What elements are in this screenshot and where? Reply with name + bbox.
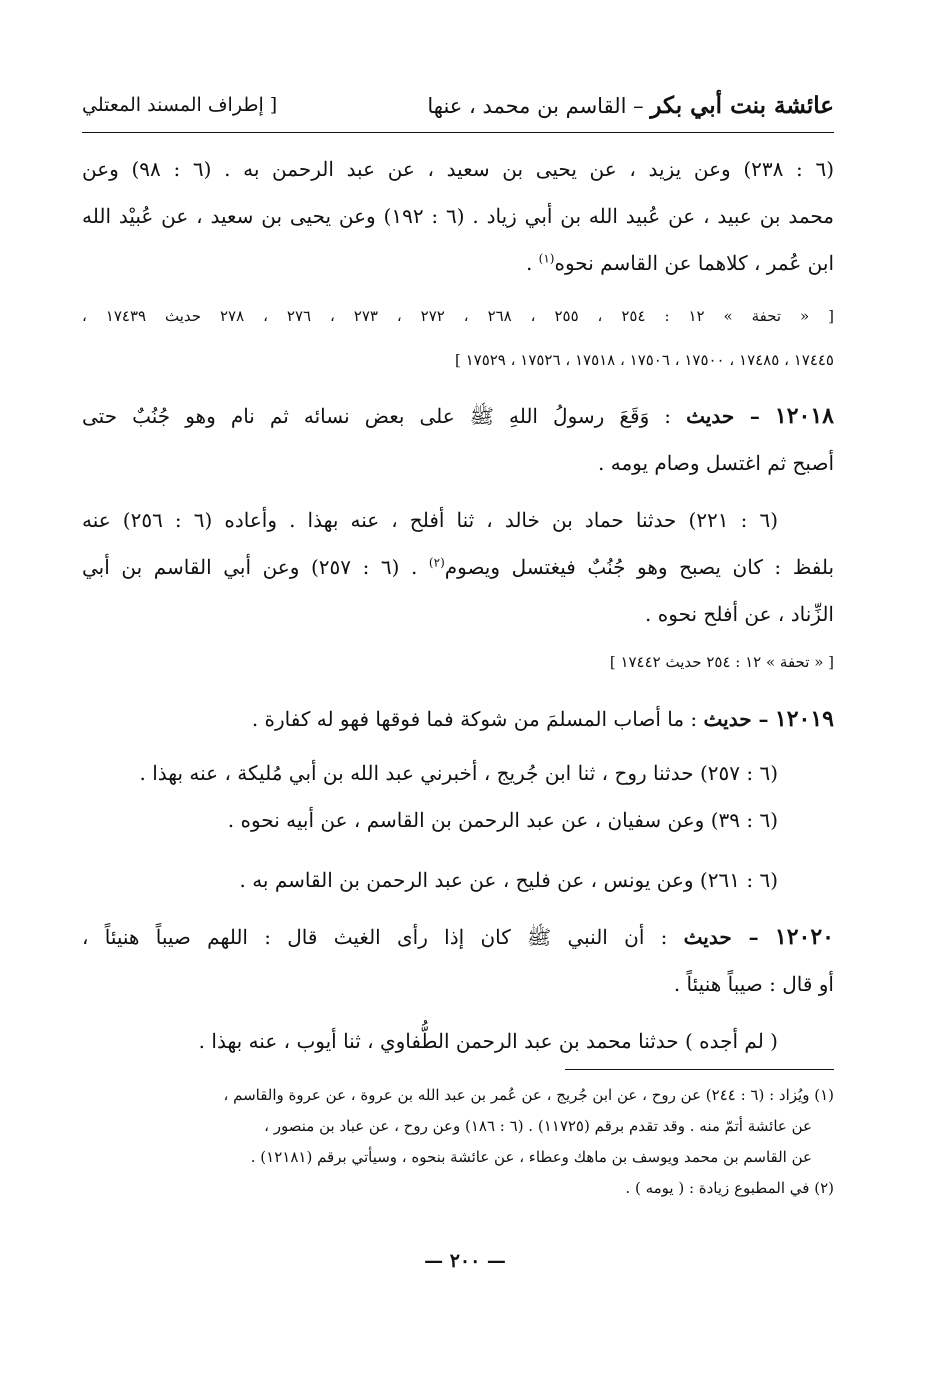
isnad-paragraph [82,497,834,638]
footnote-line: عن القاسم بن محمد ويوسف بن ماهك وعطاء ، عن عائشة بنحوه ، وسيأتي برقم (١٢١٨١) . [250,1148,812,1166]
header-book-title: [ إطراف المسند المعتلي [82,94,278,116]
hadith-text: : أن النبي ﷺ كان إذا رأى الغيث قال : اللهم صيباً هنيئاً ، [82,925,684,949]
text-line [82,240,834,287]
hadith-number: ١٢٠٢٠ [774,924,834,950]
hadith-line [82,696,834,743]
page-number: — ٢٠٠ — [424,1250,506,1272]
text-line: (٦ : ٢٦١) وعن يونس ، عن فليح ، عن عبد الرحمن بن القاسم به . [239,868,778,892]
text-line: محمد بن عبيد ، عن عُبيد الله بن أبي زياد . (٦ : ١٩٢) وعن يحيى بن سعيد ، عن عُبيْد الله [82,204,834,228]
hadith-12018 [82,393,834,487]
text-run: بلفظ : كان يصبح وهو جُنُبٌ فيغتسل ويصوم [444,555,834,579]
hadith-line: أو قال : صيباً هنيئاً . [673,972,834,996]
text-line [82,544,834,591]
hadith-label: – حديث [686,404,760,428]
text-run: . [525,251,539,275]
hadith-label: – حديث [703,707,769,731]
header-chapter [427,92,834,119]
hadith-text: : ما أصاب المسلمَ من شوكة فما فوقها فهو له كفارة . [251,707,704,731]
hadith-text: : وَقَعَ رسولُ اللهِ ﷺ على بعض نسائه ثم نام وهو جُنُبٌ حتى [82,404,687,428]
text-line: (٦ : ٢٢١) حدثنا حماد بن خالد ، ثنا أفلح ، عنه بهذا . وأعاده (٦ : ٢٥٦) عنه [82,508,779,532]
footnote-marker: (١) [538,251,555,266]
tuhfa-reference [82,640,834,684]
isnad-paragraph [82,857,834,904]
text-line: (٦ : ٢٣٨) وعن يزيد ، عن يحيى بن سعيد ، عن عبد الرحمن به . (٦ : ٩٨) وعن [82,157,834,181]
footnote-marker: (٢) [428,555,445,570]
hadith-number: ١٢٠١٨ [774,403,834,429]
hadith-number: ١٢٠١٩ [774,706,834,732]
text-line: (٦ : ٢٥٧) حدثنا روح ، ثنا ابن جُريج ، أخبرني عبد الله بن أبي مُليكة ، عنه بهذا . [139,761,778,785]
tuhfa-reference [82,294,834,382]
hadith-line [82,914,834,961]
hadith-12020 [82,914,834,1008]
header-title: عائشة بنت أبي بكر [650,92,834,119]
hadith-line [82,393,834,440]
reference-line: ١٧٤٤٥ ، ١٧٤٨٥ ، ١٧٥٠٠ ، ١٧٥٠٦ ، ١٧٥١٨ ، ١٧٥٢٦ ، ١٧٥٢٩ ] [454,351,834,369]
running-header [82,88,834,133]
hadith-line: أصبح ثم اغتسل وصام يومه . [598,451,834,475]
text-line: ( لم أجده ) حدثنا محمد بن عبد الرحمن الطُّفاوي ، ثنا أيوب ، عنه بهذا . [198,1029,778,1053]
footnote-line: عن عائشة أتمّ منه . وقد تقدم برقم (١١٧٢٥) . (٦ : ١٨٦) وعن روح ، عن عباد بن منصور ، [264,1117,812,1135]
footnote-line: (١) ويُزاد : (٦ : ٢٤٤) عن روح ، عن ابن جُريج ، عن عُمر بن عبد الله بن عروة ، عن عروة والقاسم ، [223,1086,834,1104]
text-run: ابن عُمر ، كلاهما عن القاسم نحوه [554,251,834,275]
footnote-line: (٢) في المطبوع زيادة : ( يومه ) . [625,1179,834,1197]
isnad-paragraph [82,1018,834,1065]
hadith-12019 [82,696,834,743]
text-run: . (٦ : ٢٥٧) وعن أبي القاسم بن أبي [82,555,429,579]
text-line: الزِّناد ، عن أفلح نحوه . [645,602,834,626]
paragraph-continuation [82,146,834,287]
reference-line: [ « تحفة » ١٢ : ٢٥٤ ، ٢٥٥ ، ٢٦٨ ، ٢٧٢ ، ٢٧٣ ، ٢٧٦ ، ٢٧٨ حديث ١٧٤٣٩ ، [82,307,834,325]
footnote-separator [565,1069,834,1070]
isnad-paragraph [82,750,834,844]
hadith-label: – حديث [683,925,759,949]
footnotes [82,1080,834,1204]
reference-line: [ « تحفة » ١٢ : ٢٥٤ حديث ١٧٤٤٢ ] [609,653,834,671]
text-line: (٦ : ٣٩) وعن سفيان ، عن عبد الرحمن بن القاسم ، عن أبيه نحوه . [227,808,778,832]
header-subtitle: – القاسم بن محمد ، عنها [427,94,644,118]
